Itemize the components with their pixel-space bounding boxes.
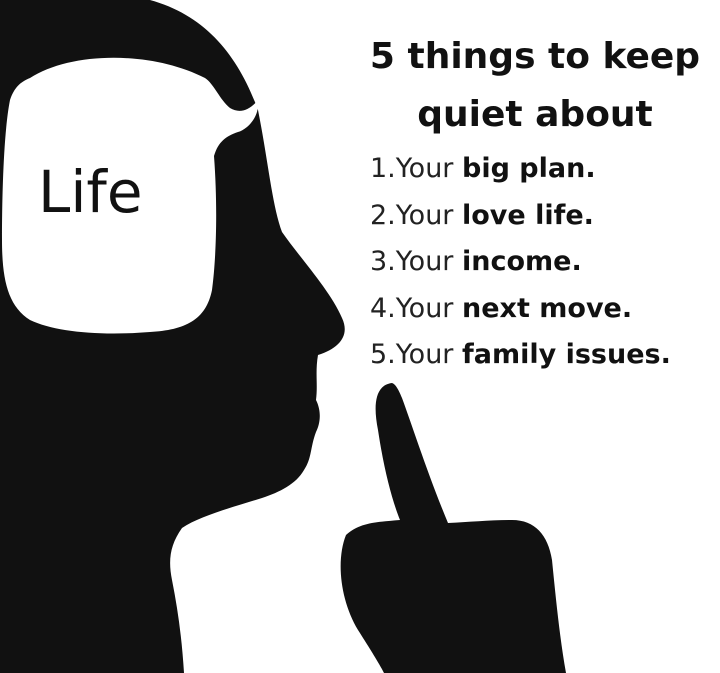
bubble-text: Life xyxy=(38,158,143,226)
list-item: 4.Your next move. xyxy=(370,292,633,324)
list-item: 1.Your big plan. xyxy=(370,153,596,184)
tips-list xyxy=(370,146,671,379)
title-line-2: quiet about xyxy=(417,94,653,135)
list-item: 2.Your love life. xyxy=(370,199,594,231)
page-title xyxy=(350,28,720,144)
shush-finger xyxy=(341,383,566,673)
list-item: 5.Your family issues. xyxy=(370,339,671,370)
list-item: 3.Your income. xyxy=(370,246,582,277)
title-line-1: 5 things to keep xyxy=(369,36,701,77)
